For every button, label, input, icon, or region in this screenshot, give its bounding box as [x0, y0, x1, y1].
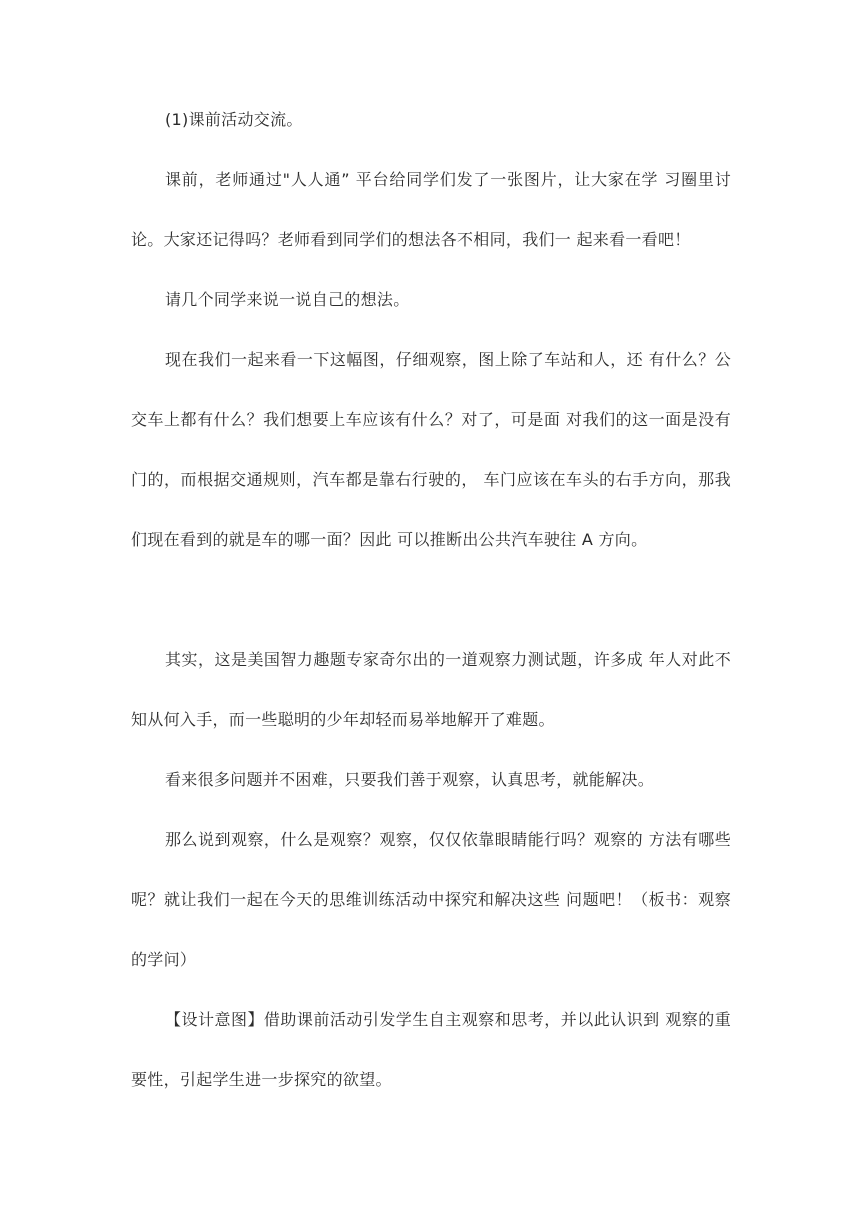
- paragraph-pre-class-intro: 课前，老师通过"人人通” 平台给同学们发了一张图片，让大家在学 习圈里讨论。大家还记得吗？老师看到同学们的想法各不相同，我们一 起来看一看吧！: [131, 170, 731, 249]
- paragraph-observe-think: 看来很多问题并不困难，只要我们善于观察，认真思考，就能解决。: [165, 770, 655, 789]
- paragraph-share-ideas: 请几个同学来说一说自己的想法。: [165, 290, 410, 309]
- paragraph-what-is-observation: 那么说到观察，什么是观察？观察，仅仅依靠眼睛能行吗？观察的 方法有哪些呢？就让我们一起在今天的思维训练活动中探究和解决这些 问题吧！（板书：观察的学问）: [131, 830, 731, 969]
- paragraph-picture-analysis: 现在我们一起来看一下这幅图，仔细观察，图上除了车站和人，还 有什么？公交车上都有什么？我们想要上车应该有什么？对了，可是面 对我们的这一面是没有门的，而根据交通规则，汽车都是靠右行驶的， 车门应该在车头的右手方向，那我们现在看到的就是车的哪一面？因此 可以推断出公共汽车驶往 A 方向。: [131, 350, 731, 549]
- paragraph-puzzle-origin: 其实，这是美国智力趣题专家奇尔出的一道观察力测试题，许多成 年人对此不知从何入手，而一些聪明的少年却轻而易举地解开了难题。: [131, 650, 731, 729]
- paragraph-design-intent: 【设计意图】借助课前活动引发学生自主观察和思考，并以此认识到 观察的重要性，引起学生进一步探究的欲望。: [131, 1010, 731, 1089]
- paragraph-activity-heading: (1)课前活动交流。: [165, 110, 303, 129]
